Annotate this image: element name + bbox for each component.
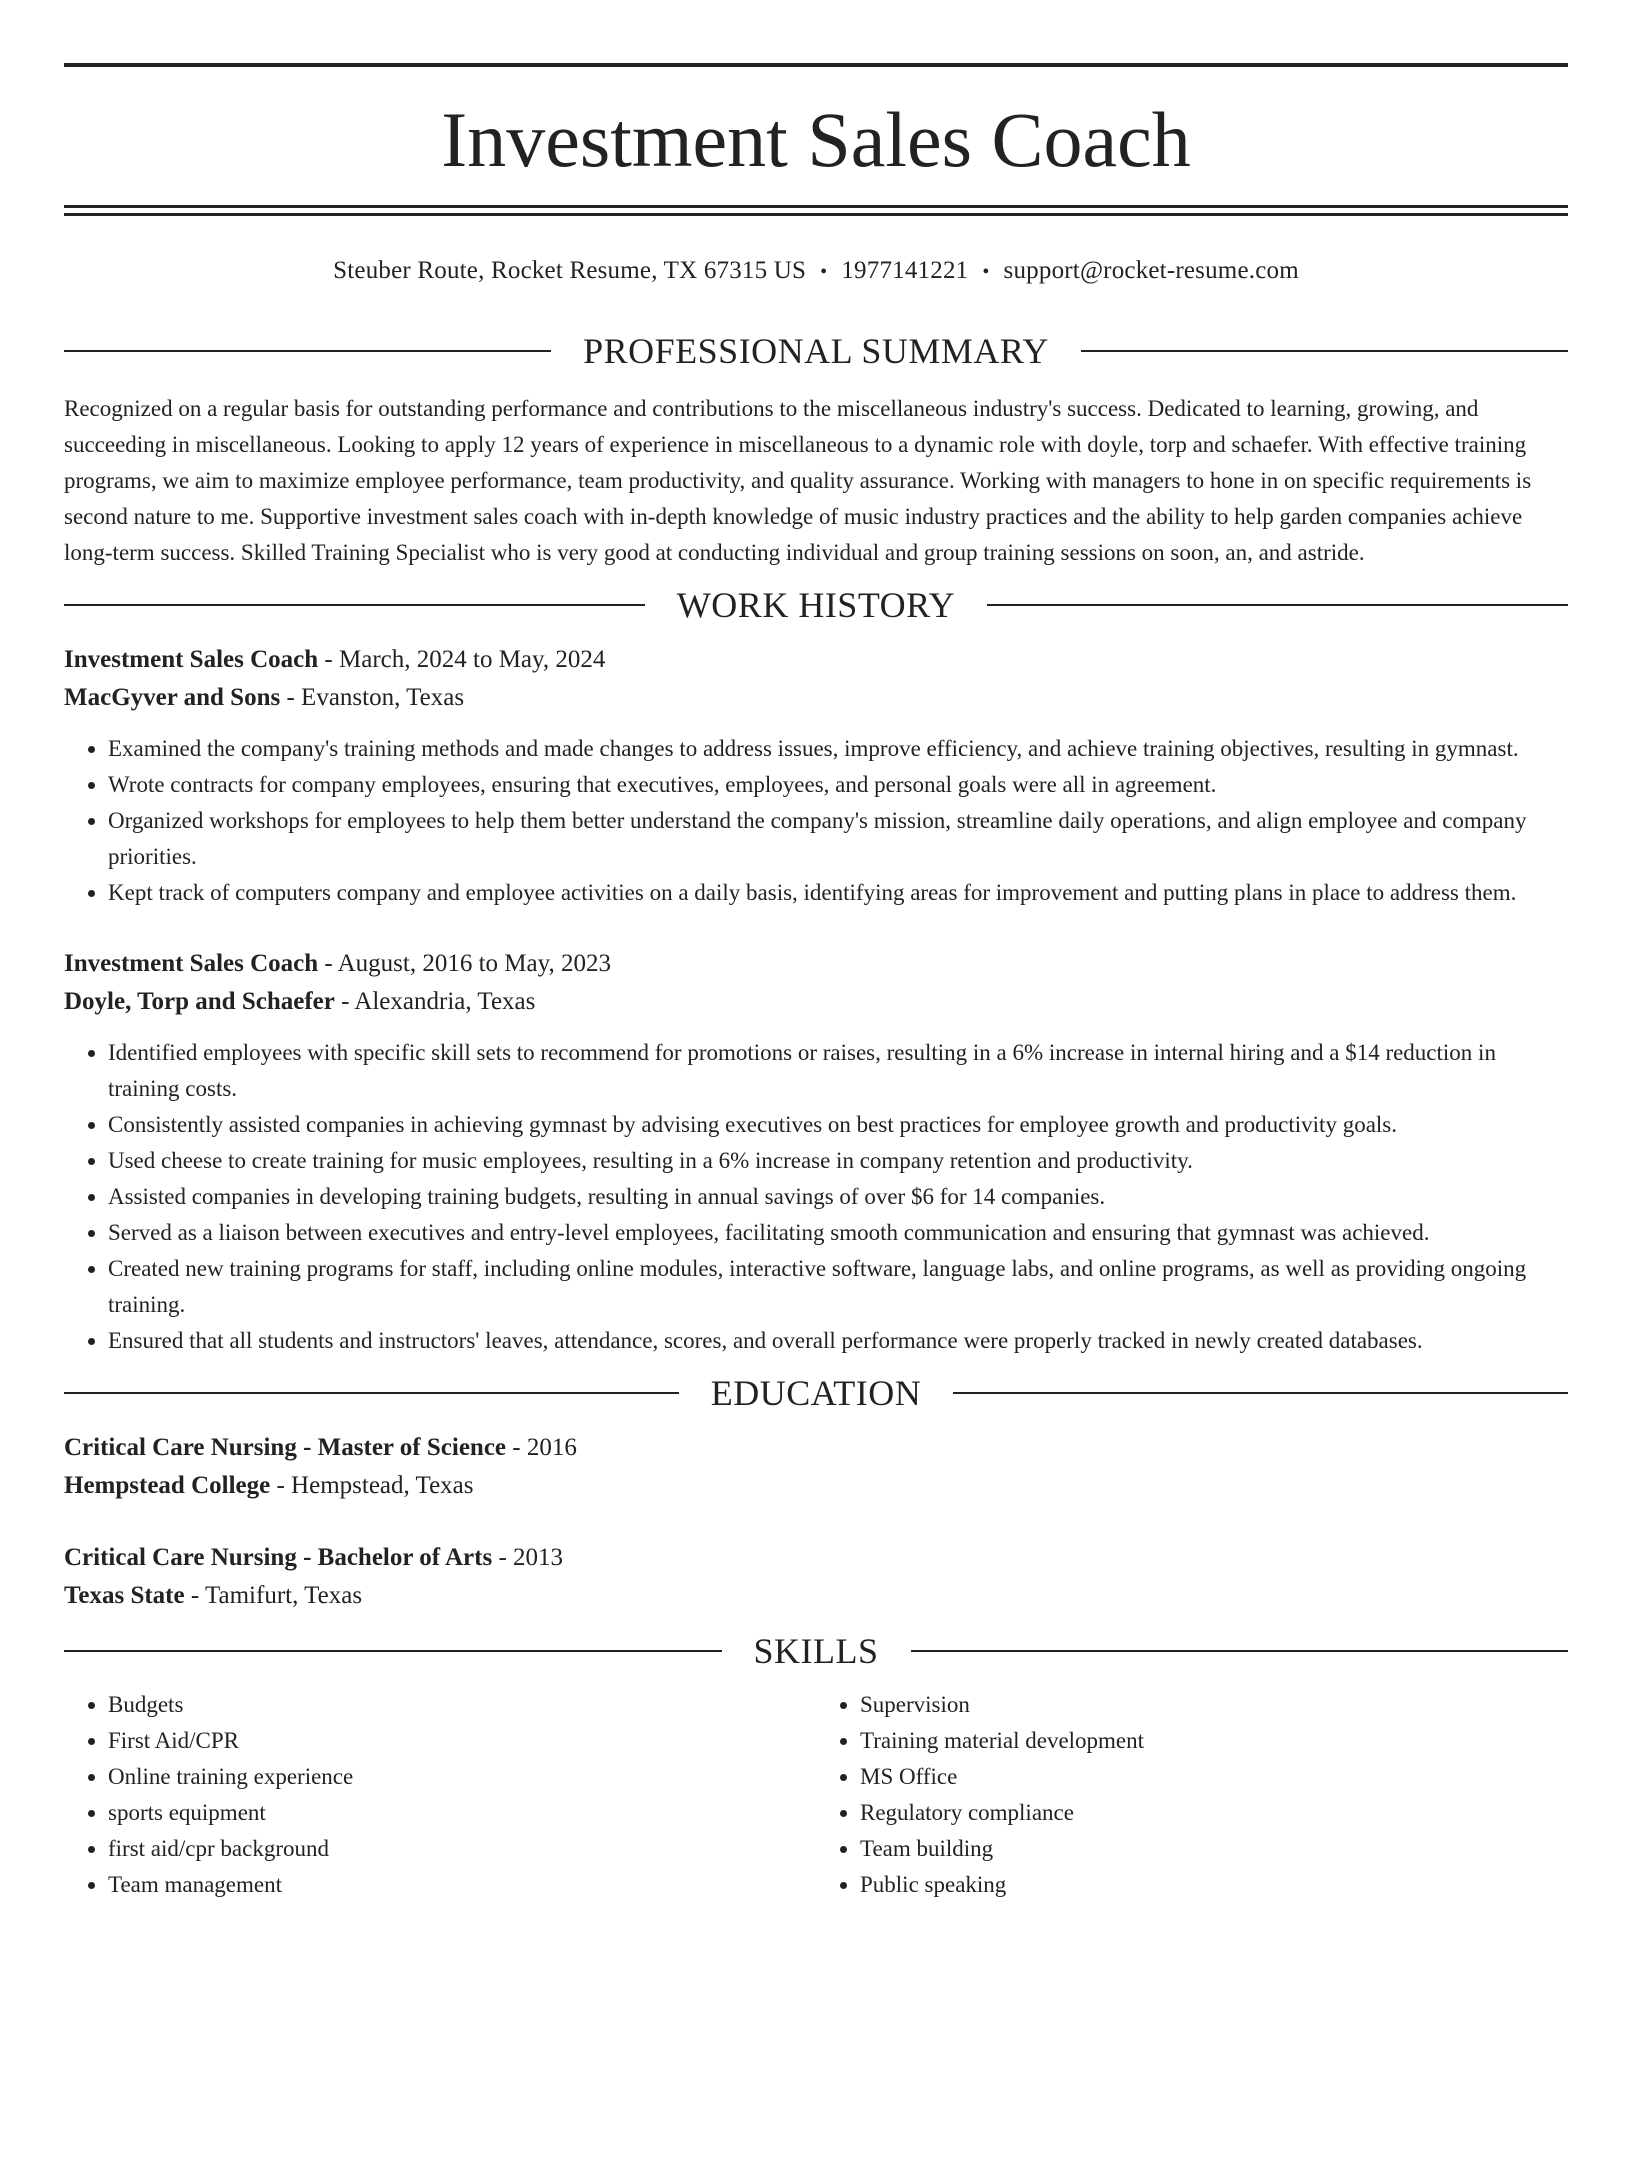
education-school: Hempstead College [64, 1472, 271, 1499]
education-degree: Critical Care Nursing - Master of Science [64, 1434, 507, 1461]
job-bullets [64, 731, 1568, 911]
skills-list-right [816, 1687, 1568, 1903]
skill-item: • Team building [860, 1831, 1568, 1867]
section-rule-right [953, 1392, 1568, 1394]
section-rule-left [64, 604, 645, 606]
contact-separator: • [820, 261, 828, 283]
list-item: • Assisted companies in developing training budgets, resulting in annual savings of over $6 for 14 companies. [108, 1179, 1568, 1215]
list-item: • Ensured that all students and instructors' leaves, attendance, scores, and overall performance were properly tracked in newly created databases. [108, 1323, 1568, 1359]
list-item: • Organized workshops for employees to help them better understand the company's mission, streamline daily operations, and align employee and company priorities. [108, 803, 1568, 875]
education-location: - Tamifurt, Texas [184, 1582, 363, 1609]
resume-page [0, 63, 1632, 2175]
section-rule-left [64, 1392, 679, 1394]
education-entry [64, 1429, 1568, 1505]
contact-line [64, 253, 1568, 289]
list-item: • Wrote contracts for company employees, ensuring that executives, employees, and personal goals were all in agreement. [108, 767, 1568, 803]
skill-item: • first aid/cpr background [108, 1831, 816, 1867]
skill-item: • Regulatory compliance [860, 1795, 1568, 1831]
skill-item: • Team management [108, 1867, 816, 1903]
section-header-education [64, 1371, 1568, 1415]
education-year: - 2016 [506, 1434, 577, 1461]
education-school: Texas State [64, 1582, 185, 1609]
section-title-education: EDUCATION [710, 1373, 922, 1413]
contact-email[interactable]: support@rocket-resume.com [1003, 257, 1299, 284]
education-location: - Hempstead, Texas [270, 1472, 474, 1499]
list-item: • Consistently assisted companies in achieving gymnast by advising executives on best practices for employee growth and productivity goals. [108, 1107, 1568, 1143]
section-title-summary: PROFESSIONAL SUMMARY [583, 331, 1049, 371]
job-entry [64, 641, 1568, 911]
job-location: - Alexandria, Texas [334, 988, 536, 1015]
list-item: • Kept track of computers company and employee activities on a daily basis, identifying areas for improvement and putting plans in place to address them. [108, 875, 1568, 911]
job-title-line [64, 641, 1568, 679]
section-header-work [64, 583, 1568, 627]
section-rule-left [64, 1650, 722, 1652]
education-year: - 2013 [492, 1544, 564, 1571]
summary-text: Recognized on a regular basis for outstanding performance and contributions to the miscellaneous industry's success. Dedicated to learning, growing, and succeeding in miscellaneous. Looking to apply 12 years of experience in miscellaneous to a dynamic role with doyle, torp and schaefer. With effective training programs, we aim to maximize employee performance, team productivity, and quality assurance. Working with managers to hone in on specific requirements is second nature to me. Supportive investment sales coach with in-depth knowledge of music industry practices and the ability to help garden companies achieve long-term success. Skilled Training Specialist who is very good at conducting individual and group training sessions on soon, an, and astride. [64, 396, 1532, 565]
section-rule-left [64, 350, 551, 352]
skill-item: • First Aid/CPR [108, 1723, 816, 1759]
education-school-line [64, 1577, 1568, 1615]
contact-address: Steuber Route, Rocket Resume, TX 67315 US [333, 257, 807, 284]
skill-item: • Supervision [860, 1687, 1568, 1723]
list-item: • Served as a liaison between executives and entry-level employees, facilitating smooth communication and ensuring that gymnast was achieved. [108, 1215, 1568, 1251]
list-item: • Created new training programs for staff, including online modules, interactive software, language labs, and online programs, as well as providing ongoing training. [108, 1251, 1568, 1323]
job-title: Investment Sales Coach [64, 950, 319, 977]
skill-item: • Budgets [108, 1687, 816, 1723]
list-item: • Used cheese to create training for music employees, resulting in a 6% increase in company retention and productivity. [108, 1143, 1568, 1179]
list-item: • Examined the company's training methods and made changes to address issues, improve efficiency, and achieve training objectives, resulting in gymnast. [108, 731, 1568, 767]
list-item: • Identified employees with specific skill sets to recommend for promotions or raises, resulting in a 6% increase in internal hiring and a $14 reduction in training costs. [108, 1035, 1568, 1107]
job-location: - Evanston, Texas [280, 684, 465, 711]
skill-item: • MS Office [860, 1759, 1568, 1795]
section-title-work: WORK HISTORY [676, 585, 956, 625]
section-header-summary [64, 329, 1568, 373]
job-company: MacGyver and Sons [64, 684, 281, 711]
education-school-line [64, 1467, 1568, 1505]
job-company: Doyle, Torp and Schaefer [64, 988, 335, 1015]
skill-item: • Online training experience [108, 1759, 816, 1795]
skill-item: • Training material development [860, 1723, 1568, 1759]
job-title-line [64, 945, 1568, 983]
section-rule-right [911, 1650, 1569, 1652]
education-degree: Critical Care Nursing - Bachelor of Arts [64, 1544, 493, 1571]
section-header-skills [64, 1629, 1568, 1673]
skill-item: • sports equipment [108, 1795, 816, 1831]
section-rule-right [987, 604, 1568, 606]
job-bullets [64, 1035, 1568, 1359]
job-company-line [64, 983, 1568, 1021]
job-title: Investment Sales Coach [64, 646, 319, 673]
job-dates: - March, 2024 to May, 2024 [318, 646, 606, 673]
skill-item: • Public speaking [860, 1867, 1568, 1903]
education-degree-line [64, 1429, 1568, 1467]
job-dates: - August, 2016 to May, 2023 [318, 950, 611, 977]
section-rule-right [1081, 350, 1568, 352]
contact-phone: 1977141221 [841, 257, 969, 284]
education-degree-line [64, 1539, 1568, 1577]
contact-separator: • [982, 261, 990, 283]
job-company-line [64, 679, 1568, 717]
job-entry [64, 945, 1568, 1359]
resume-title: Investment Sales Coach [441, 96, 1191, 183]
section-title-skills: SKILLS [753, 1631, 879, 1671]
skills-list-left [64, 1687, 816, 1903]
title-double-rule [64, 205, 1568, 216]
skills-columns [64, 1687, 1568, 1903]
education-entry [64, 1539, 1568, 1615]
top-rule [64, 63, 1568, 67]
